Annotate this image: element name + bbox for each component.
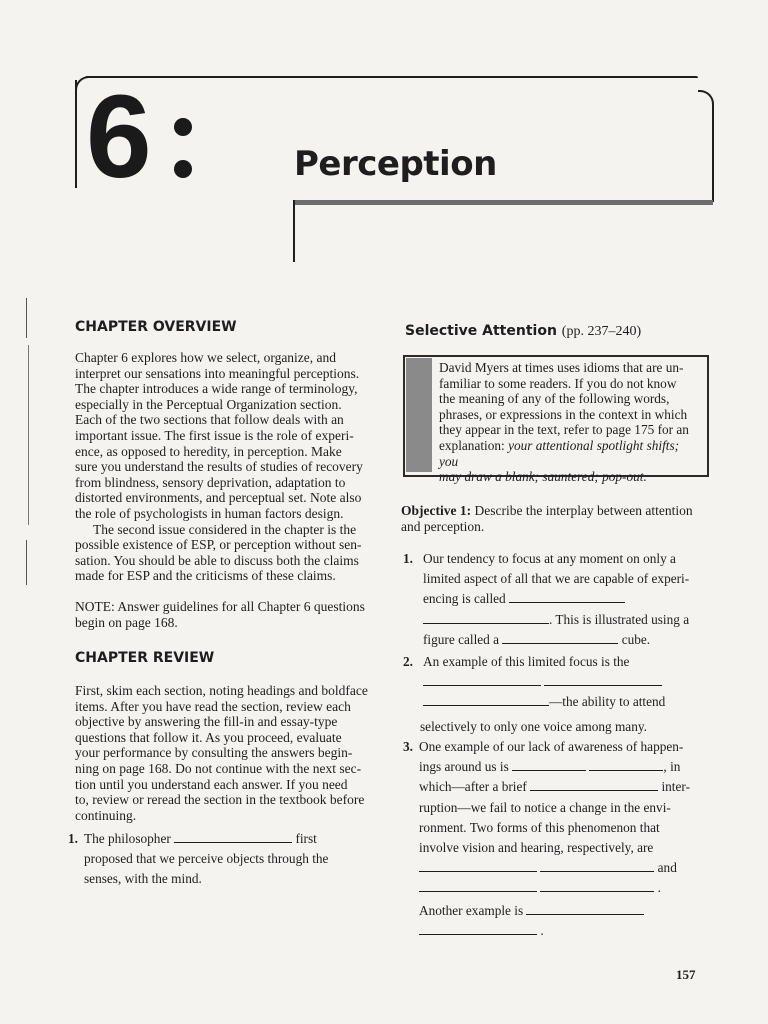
text-line: NOTE: Answer guidelines for all Chapter 6 questions xyxy=(75,599,365,614)
header-frame-top xyxy=(86,76,698,78)
text-line: inter- xyxy=(661,779,690,795)
header-frame-left xyxy=(75,80,77,188)
text-line: first xyxy=(295,831,317,846)
answer-blank[interactable] xyxy=(530,778,658,791)
binding-mark xyxy=(26,540,27,585)
answer-blank[interactable] xyxy=(512,758,586,771)
question-number: 1. xyxy=(403,551,413,566)
idiom-list: may draw a blank; sauntered; pop-out. xyxy=(439,469,647,485)
text-line: begin on page 168. xyxy=(75,614,178,630)
answer-blank[interactable] xyxy=(526,902,644,915)
text-line: First, skim each section, noting headings and boldface xyxy=(75,683,368,698)
text-line: ruption—we fail to notice a change in the envi- xyxy=(419,799,671,815)
right-question-2 xyxy=(403,652,703,736)
text-line: encing is called xyxy=(423,591,506,607)
left-question-1 xyxy=(68,829,368,891)
objective-1 xyxy=(401,503,701,535)
text-line: continuing. xyxy=(75,807,137,823)
objective-text: and perception. xyxy=(401,519,485,534)
answer-blank[interactable] xyxy=(419,879,537,892)
text-line: ronment. Two forms of this phenomenon that xyxy=(419,819,660,835)
text-line: Each of the two sections that follow deals with an xyxy=(75,412,344,428)
text-line: David Myers at times uses idioms that are un- xyxy=(439,360,684,375)
text-line: selectively to only one voice among many. xyxy=(420,719,647,734)
text-line: and xyxy=(657,860,677,876)
overview-paragraph-1 xyxy=(75,350,371,584)
text-line: distorted environments, and perceptual set. Note also xyxy=(75,490,362,506)
section-heading-text: Selective Attention xyxy=(405,323,557,339)
right-question-3 xyxy=(403,737,703,937)
text-line: ence, as opposed to heredity, in perception. Make xyxy=(75,443,342,459)
text-line: . xyxy=(540,922,544,938)
chapter-number: 6 xyxy=(86,71,152,203)
answer-blank[interactable] xyxy=(423,693,549,706)
text-line: the role of psychologists in human factors design. xyxy=(75,505,344,521)
chapter-overview-heading: CHAPTER OVERVIEW xyxy=(75,319,237,335)
review-paragraph xyxy=(75,683,371,823)
text-line: which—after a brief xyxy=(419,779,527,795)
text-line: possible existence of ESP, or perception without sen- xyxy=(75,537,362,553)
question-number: 2. xyxy=(403,654,413,669)
text-line: your performance by consulting the answers begin- xyxy=(75,745,353,761)
question-number: 1. xyxy=(68,831,78,846)
chapter-review-heading: CHAPTER REVIEW xyxy=(75,650,215,666)
text-line: from blindness, sensory deprivation, adaptation to xyxy=(75,474,346,490)
answer-blank[interactable] xyxy=(540,879,654,892)
text-line: Our tendency to focus at any moment on only a xyxy=(423,551,676,566)
answer-blank[interactable] xyxy=(540,859,654,872)
answer-blank[interactable] xyxy=(174,830,292,843)
text-line: The second issue considered in the chapter is the xyxy=(93,521,357,537)
title-underline-rule xyxy=(293,200,713,205)
chapter-title: Perception xyxy=(294,144,497,184)
text-line: The philosopher xyxy=(84,831,171,846)
answer-blank[interactable] xyxy=(419,859,537,872)
text-line: to, review or reread the section in the textbook before xyxy=(75,792,365,808)
header-frame-right xyxy=(698,90,714,202)
text-line: sure you understand the results of studies of recovery xyxy=(75,459,363,475)
text-line: explanation: xyxy=(439,437,509,453)
text-line: An example of this limited focus is the xyxy=(423,654,630,669)
text-line: The chapter introduces a wide range of terminology, xyxy=(75,381,358,397)
text-line: limited aspect of all that we are capable of experi- xyxy=(423,571,690,587)
text-line: they appear in the text, refer to page 175 for an xyxy=(439,422,689,438)
right-question-1 xyxy=(403,549,703,651)
text-line: involve vision and hearing, respectively, are xyxy=(419,840,654,856)
text-line: items. After you have read the section, review each xyxy=(75,698,351,714)
text-line: tion until you understand each answer. If you need xyxy=(75,776,348,792)
colon-dot-top xyxy=(174,118,192,136)
text-line: , in xyxy=(663,759,681,775)
text-line: interpret our sensations into meaningful perceptions. xyxy=(75,365,360,381)
text-line: . xyxy=(657,880,661,896)
selective-attention-heading xyxy=(405,322,705,341)
answer-blank[interactable] xyxy=(423,611,549,624)
text-line: phrases, or expressions in the context in which xyxy=(439,406,688,422)
text-line: figure called a xyxy=(423,631,500,647)
text-line: objective by answering the fill-in and essay-type xyxy=(75,714,338,730)
text-line: especially in the Perceptual Organization section. xyxy=(75,396,342,412)
answer-blank[interactable] xyxy=(502,631,618,644)
text-line: —the ability to attend xyxy=(549,694,666,710)
binding-mark xyxy=(28,345,29,525)
question-number: 3. xyxy=(403,739,413,754)
section-page-range: (pp. 237–240) xyxy=(561,324,642,339)
answer-blank[interactable] xyxy=(419,922,537,935)
text-line: important issue. The first issue is the role of experi- xyxy=(75,427,354,443)
title-vertical-rule xyxy=(293,200,295,262)
objective-label: Objective 1: xyxy=(401,503,472,518)
text-line: questions that follow it. As you proceed, evaluate xyxy=(75,729,342,745)
idioms-box-text xyxy=(439,360,701,485)
text-line: Another example is xyxy=(419,902,524,918)
answer-blank[interactable] xyxy=(423,673,541,686)
text-line: familiar to some readers. If you do not know xyxy=(439,375,677,391)
text-line: ings around us is xyxy=(419,759,509,775)
text-line: proposed that we perceive objects through the xyxy=(84,851,329,867)
text-line: senses, with the mind. xyxy=(84,871,202,887)
text-line: sation. You should be able to discuss both the claims xyxy=(75,552,359,568)
answer-blank[interactable] xyxy=(589,758,663,771)
idioms-box-bar xyxy=(406,358,432,472)
page-number: 157 xyxy=(676,967,696,982)
binding-mark xyxy=(26,298,27,338)
text-line: Chapter 6 explores how we select, organize, and xyxy=(75,350,337,365)
text-line: the meaning of any of the following words, xyxy=(439,391,670,407)
text-line: One example of our lack of awareness of happen- xyxy=(419,739,684,754)
answer-blank[interactable] xyxy=(509,590,625,603)
colon-dot-bottom xyxy=(174,160,192,178)
answer-blank[interactable] xyxy=(544,673,662,686)
answer-note xyxy=(75,599,371,630)
text-line: made for ESP and the criticisms of these claims. xyxy=(75,568,336,584)
text-line: cube. xyxy=(621,631,651,647)
text-line: ning on page 168. Do not continue with the next sec- xyxy=(75,760,362,776)
text-line: . This is illustrated using a xyxy=(549,611,690,627)
idiom-list: your attentional spotlight shifts; you xyxy=(439,437,680,469)
idioms-box xyxy=(403,355,709,485)
objective-text: Describe the interplay between attention xyxy=(471,503,693,518)
